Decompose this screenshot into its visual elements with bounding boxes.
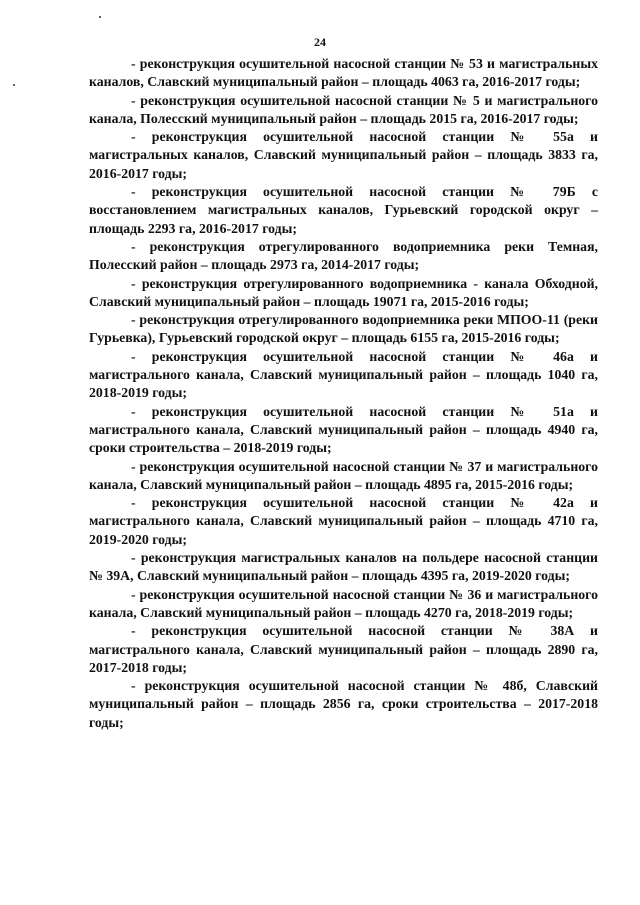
list-item: - реконструкция магистральных каналов на польдере насосной станции № 39А, Славский муниципальный район – площадь 4395 га, 2019-2020 годы; [89, 550, 598, 584]
scan-speck [13, 84, 15, 86]
list-item: - реконструкция отрегулированного водоприемника реки МПОО-11 (реки Гурьевка), Гурьевский городской округ – площадь 6155 га, 2015-2016 годы; [89, 312, 598, 346]
list-item: - реконструкция отрегулированного водоприемника реки Темная, Полесский район – площадь 2973 га, 2014-2017 годы; [89, 238, 598, 273]
list-item: - реконструкция осушительной насосной станции № 38А и магистрального канала, Славский муниципальный район – площадь 2890 га, 2017-2018 годы; [89, 623, 598, 675]
list-item: - реконструкция осушительной насосной станции № 37 и магистрального канала, Славский муниципальный район – площадь 4895 га, 2015-2016 годы; [89, 458, 598, 492]
list-item: - реконструкция осушительной насосной станции № 36 и магистрального канала, Славский муниципальный район – площадь 4270 га, 2018-2019 годы; [89, 586, 598, 620]
scan-speck [99, 16, 101, 18]
list-item: - реконструкция осушительной насосной станции № 46а и магистрального канала, Славский муниципальный район – площадь 1040 га, 2018-2019 годы; [89, 348, 598, 401]
list-item: - реконструкция осушительной насосной станции № 42а и магистрального канала, Славский муниципальный район – площадь 4710 га, 2019-2020 годы; [89, 495, 598, 547]
list-item: - реконструкция осушительной насосной станции № 51а и магистрального канала, Славский муниципальный район – площадь 4940 га, сроки строительства – 2018-2019 годы; [89, 403, 598, 456]
list-item: - реконструкция осушительной насосной станции № 5 и магистрального канала, Полесский муниципальный район – площадь 2015 га, 2016-2017 годы; [89, 92, 598, 126]
list-item: - реконструкция осушительной насосной станции № 55а и магистральных каналов, Славский муниципальный район – площадь 3833 га, 2016-2017 годы; [89, 129, 598, 181]
page-number: 24 [314, 35, 326, 49]
list-item: - реконструкция отрегулированного водоприемника - канала Обходной, Славский муниципальный район – площадь 19071 га, 2015-2016 годы; [89, 275, 598, 309]
list-item: - реконструкция осушительной насосной станции № 53 и магистральных каналов, Славский муниципальный район – площадь 4063 га, 2016-2017 годы; [89, 56, 598, 90]
list-item: - реконструкция осушительной насосной станции № 48б, Славский муниципальный район – площадь 2856 га, сроки строительства – 2017-2018 годы; [89, 678, 598, 730]
list-item: - реконструкция осушительной насосной станции № 79Б с восстановлением магистральных каналов, Гурьевский городской округ – площадь 2293 га, 2016-2017 годы; [89, 184, 598, 236]
document-body [89, 55, 598, 732]
